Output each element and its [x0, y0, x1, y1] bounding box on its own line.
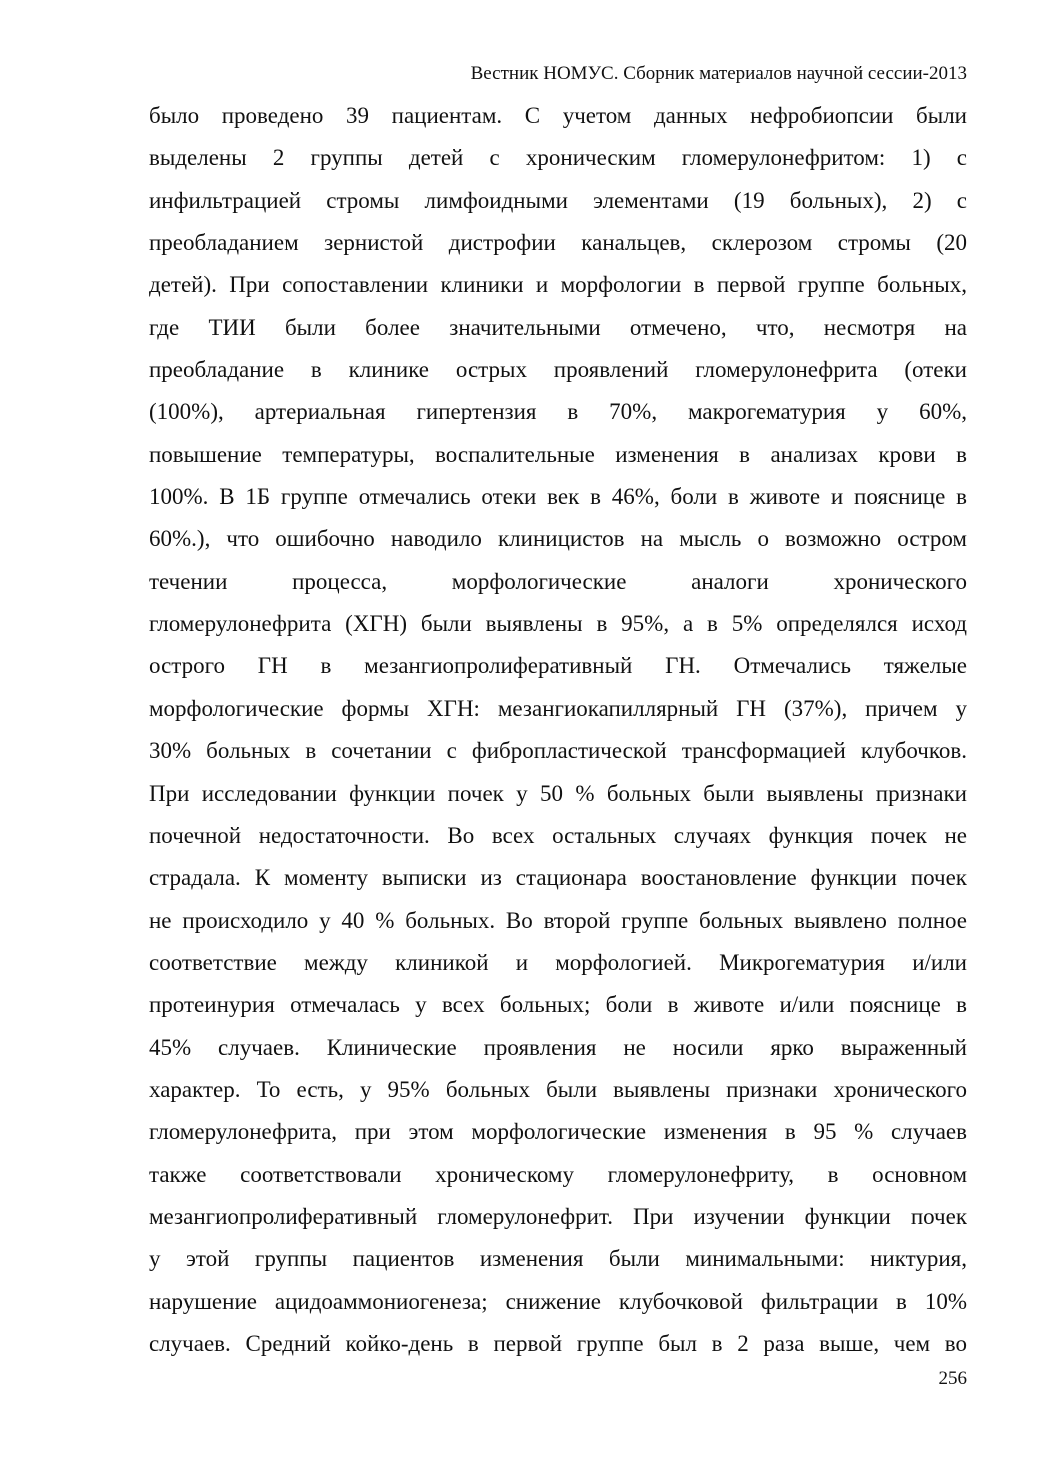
text-line: 100%. В 1Б группе отмечались отеки век в 46%, боли в животе и пояснице в: [149, 484, 967, 510]
text-line: соответствие между клиникой и морфологией. Микрогематурия и/или: [149, 949, 967, 975]
text-line: почечной недостаточности. Во всех остальных случаях функция почек не: [149, 822, 967, 848]
text-line: гломерулонефрита, при этом морфологические изменения в 95 % случаев: [149, 1119, 967, 1145]
text-line: детей). При сопоставлении клиники и морфологии в первой группе больных,: [149, 272, 967, 298]
text-line: 30% больных в сочетании с фибропластической трансформацией клубочков.: [149, 738, 967, 764]
text-line: преобладанием зернистой дистрофии канальцев, склерозом стромы (20: [149, 230, 967, 256]
text-line: страдала. К моменту выписки из стационара воостановление функции почек: [149, 865, 967, 891]
text-line: морфологические формы ХГН: мезангиокапиллярный ГН (37%), причем у: [149, 695, 967, 721]
body-text: [149, 95, 967, 1365]
text-line: выделены 2 группы детей с хроническим гломерулонефритом: 1) с: [149, 145, 967, 171]
running-header: Вестник НОМУС. Сборник материалов научной сессии-2013: [470, 63, 967, 84]
text-line: гломерулонефрита (ХГН) были выявлены в 95%, а в 5% определялся исход: [149, 611, 967, 637]
text-line: где ТИИ были более значительными отмечено, что, несмотря на: [149, 314, 967, 340]
text-line: повышение температуры, воспалительные изменения в анализах крови в: [149, 441, 967, 467]
text-line: протеинурия отмечалась у всех больных; боли в животе и/или пояснице в: [149, 992, 967, 1018]
text-line: течении процесса, морфологические аналоги хронического: [149, 568, 967, 594]
text-line: преобладание в клинике острых проявлений гломерулонефрита (отеки: [149, 357, 967, 383]
text-line: нарушение ацидоаммониогенеза; снижение клубочковой фильтрации в 10%: [149, 1288, 967, 1314]
text-line: инфильтрацией стромы лимфоидными элементами (19 больных), 2) с: [149, 187, 967, 213]
page-number: 256: [938, 1368, 967, 1389]
text-line: также соответствовали хроническому гломерулонефриту, в основном: [149, 1161, 967, 1187]
text-line: не происходило у 40 % больных. Во второй группе больных выявлено полное: [149, 907, 967, 933]
text-line: (100%), артериальная гипертензия в 70%, макрогематурия у 60%,: [149, 399, 967, 425]
text-line: у этой группы пациентов изменения были минимальными: никтурия,: [149, 1246, 967, 1272]
text-line: острого ГН в мезангиопролиферативный ГН. Отмечались тяжелые: [149, 653, 967, 679]
text-line: мезангиопролиферативный гломерулонефрит. При изучении функции почек: [149, 1203, 967, 1229]
text-line: 60%.), что ошибочно наводило клиницистов на мысль о возможно остром: [149, 526, 967, 552]
text-line: было проведено 39 пациентам. С учетом данных нефробиопсии были: [149, 103, 967, 128]
text-line: При исследовании функции почек у 50 % больных были выявлены признаки: [149, 780, 967, 806]
text-line: случаев. Средний койко-день в первой группе был в 2 раза выше, чем во: [149, 1330, 967, 1356]
text-line: 45% случаев. Клинические проявления не носили ярко выраженный: [149, 1034, 967, 1060]
text-line: характер. То есть, у 95% больных были выявлены признаки хронического: [149, 1076, 967, 1102]
